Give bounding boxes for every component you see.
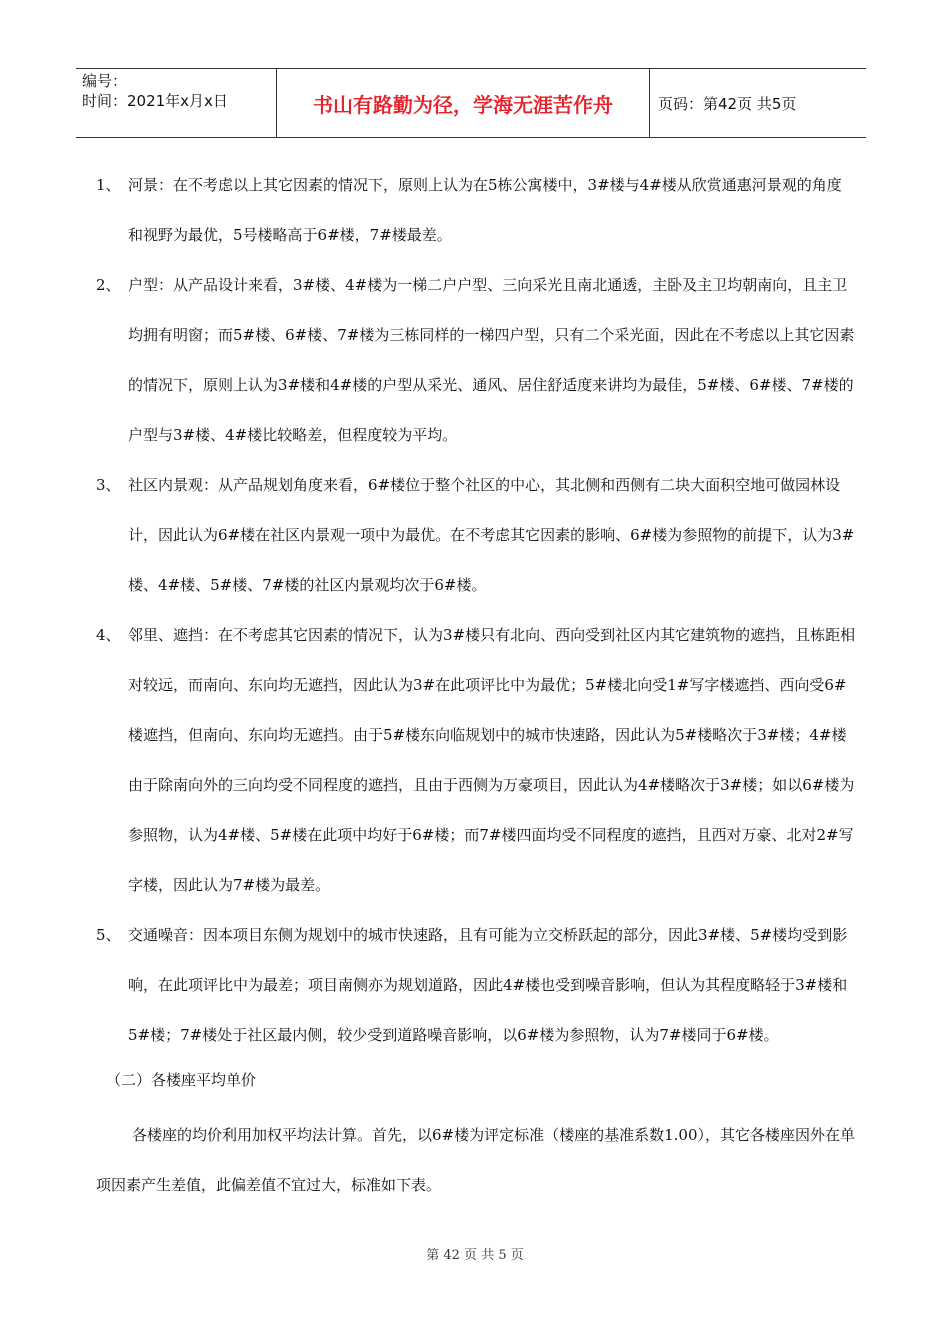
- list-item-number: 3、: [96, 476, 121, 494]
- list-item-text: 交通噪音：因本项目东侧为规划中的城市快速路，且有可能为立交桥跃起的部分，因此3#楼、5#楼均受到影响，在此项评比中为最差；项目南侧亦为规划道路，因此4#楼也受到噪音影响，但认为其程度略轻于3#楼和5#楼；7#楼处于社区最内侧，较少受到道路噪音影响，以6#楼为参照物，认为7#楼同于6#楼。: [128, 926, 848, 1044]
- page-footer: 第 42 页 共 5 页: [426, 1248, 524, 1263]
- number-label: 编号：: [82, 72, 128, 90]
- list-item: [96, 610, 856, 910]
- list-item-text: 河景：在不考虑以上其它因素的情况下，原则上认为在5栋公寓楼中，3#楼与4#楼从欣赏通惠河景观的角度和视野为最优，5号楼略高于6#楼，7#楼最差。: [128, 176, 842, 244]
- header-meta: [76, 69, 277, 137]
- list-item-number: 1、: [96, 176, 121, 194]
- list-item-number: 2、: [96, 276, 121, 294]
- list-item: [96, 910, 856, 1060]
- section-subheading: （二）各楼座平均单价: [106, 1071, 257, 1089]
- list-item-text: 社区内景观：从产品规划角度来看，6#楼位于整个社区的中心，其北侧和西侧有二块大面积空地可做园林设计，因此认为6#楼在社区内景观一项中为最优。在不考虑其它因素的影响、6#楼为参照物的前提下，认为3#楼、4#楼、5#楼、7#楼的社区内景观均次于6#楼。: [128, 476, 855, 594]
- list-item-number: 4、: [96, 626, 121, 644]
- document-header: [76, 68, 866, 138]
- body-paragraph: 各楼座的均价利用加权平均法计算。首先，以6#楼为评定标准（楼座的基准系数1.00），其它各楼座因外在单项因素产生差值，此偏差值不宜过大，标准如下表。: [96, 1126, 856, 1194]
- time-label: 时间：2021年x月x日: [82, 92, 228, 110]
- list-item-text: 邻里、遮挡：在不考虑其它因素的情况下，认为3#楼只有北向、西向受到社区内其它建筑物的遮挡，且栋距相对较远，而南向、东向均无遮挡，因此认为3#在此项评比中为最优；5#楼北向受1#写字楼遮挡、西向受6#楼遮挡，但南向、东向均无遮挡。由于5#楼东向临规划中的城市快速路，因此认为5#楼略次于3#楼；4#楼由于除南向外的三向均受不同程度的遮挡，且由于西侧为万豪项目，因此认为4#楼略次于3#楼；如以6#楼为参照物，认为4#楼、5#楼在此项中均好于6#楼；而7#楼四面均受不同程度的遮挡，且西对万豪、北对2#写字楼，因此认为7#楼为最差。: [128, 626, 856, 894]
- header-motto: 书山有路勤为径，学海无涯苦作舟: [277, 69, 650, 137]
- document-body: [96, 160, 856, 1210]
- list-item: [96, 460, 856, 610]
- list-item: [96, 260, 856, 460]
- header-page-info: 页码：第42页 共5页: [658, 94, 797, 113]
- list-item-text: 户型：从产品设计来看，3#楼、4#楼为一梯二户户型、三向采光且南北通透，主卧及主卫均朝南向，且主卫均拥有明窗；而5#楼、6#楼、7#楼为三栋同样的一梯四户型，只有二个采光面，因此在不考虑以上其它因素的情况下，原则上认为3#楼和4#楼的户型从采光、通风、居住舒适度来讲均为最佳，5#楼、6#楼、7#楼的户型与3#楼、4#楼比较略差，但程度较为平均。: [128, 276, 855, 444]
- list-item: [96, 160, 856, 260]
- list-item-number: 5、: [96, 926, 121, 944]
